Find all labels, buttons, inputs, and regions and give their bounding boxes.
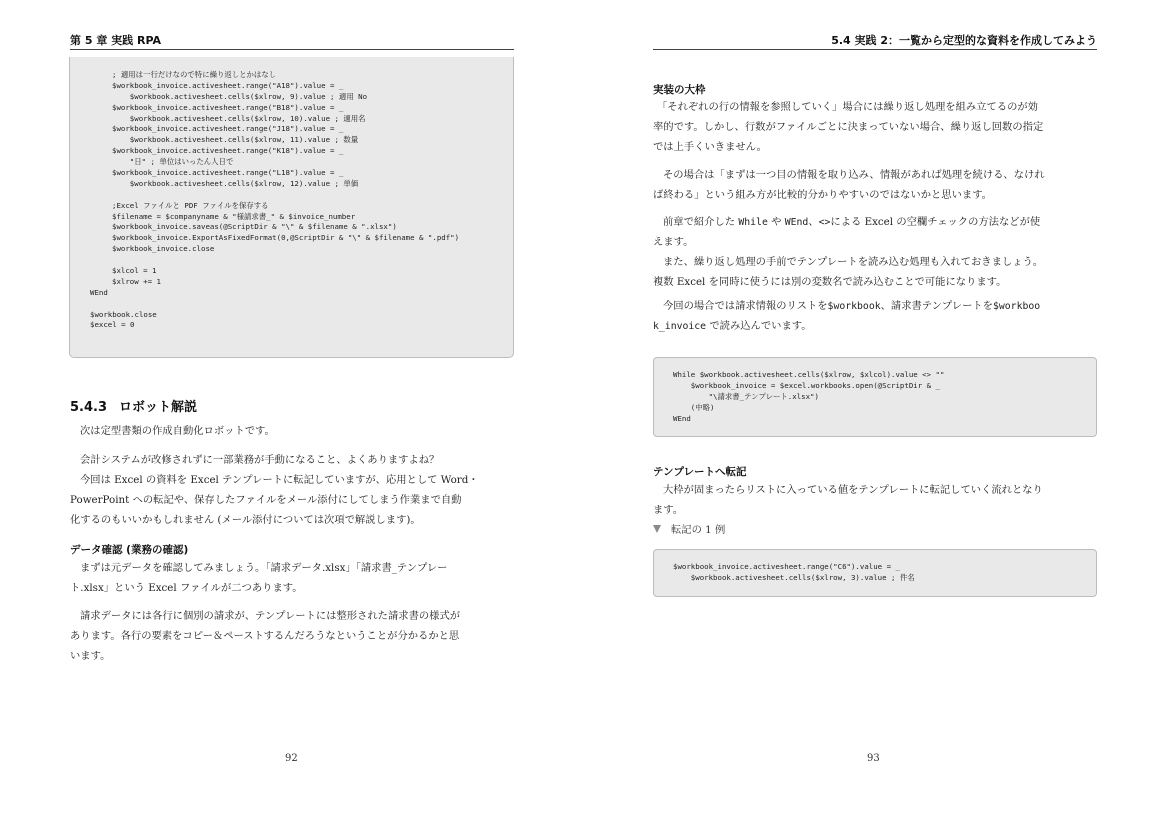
code-line: $workbook.activesheet.cells($xlrow, 12).value ; 単価 xyxy=(112,178,359,188)
running-head: 5.4 実践 2：一覧から定型的な資料を作成してみよう xyxy=(831,34,1097,47)
code-line: $workbook.activesheet.cells($xlrow, 9).value ; 適用 No xyxy=(112,91,368,101)
code-line: ; 適用は一行だけなので特に繰り返しとかはなし xyxy=(112,70,277,79)
section-heading: ロボット解説 xyxy=(119,400,198,415)
text: 、請求書テンプレートを xyxy=(880,300,993,312)
subheading: 実装の大枠 xyxy=(653,84,706,96)
paragraph-line: 大枠が固まったらリストに入っている値をテンプレートに転記していく流れとなり xyxy=(663,484,1043,496)
paragraph-line xyxy=(653,296,1100,316)
code-line: $workbook_invoice = $excel.workbooks.open(@ScriptDir & _ xyxy=(673,380,940,390)
right-page xyxy=(583,0,1166,827)
code-line: $xlrow += 1 xyxy=(112,276,161,286)
subheading: テンプレートへ転記 xyxy=(653,466,747,478)
triangle-down-icon xyxy=(653,525,661,533)
header-rule xyxy=(653,49,1097,50)
code-line: $workbook_invoice.saveas(@ScriptDir & "\" & $filename & ".xlsx") xyxy=(112,222,397,232)
code-line: $filename = $companyname & "様請求書_" & $invoice_number xyxy=(112,211,356,221)
paragraph-line: 次は定型書類の作成自動化ロボットです。 xyxy=(80,425,275,437)
paragraph xyxy=(70,450,516,530)
code-line xyxy=(90,255,513,266)
text: や xyxy=(771,216,782,228)
paragraph-line: あります。各行の要素をコピー＆ペーストするんだろうなということが分かるかと思 xyxy=(70,630,460,642)
inline-code: k_invoice xyxy=(653,321,707,332)
code-line: $workbook.activesheet.cells($xlrow, 10).value ; 適用名 xyxy=(112,113,366,123)
code-block xyxy=(653,549,1097,597)
code-line: "日" ; 単位はいったん人日で xyxy=(112,157,234,167)
text: による Excel の空欄チェックの方法などが使 xyxy=(830,216,1041,228)
code-line: $workbook_invoice.activesheet.range("L18").value = _ xyxy=(112,168,344,178)
text: で読み込んでいます。 xyxy=(709,320,812,332)
paragraph-line: 「それぞれの行の情報を参照していく」場合には繰り返し処理を組み立てるのが効 xyxy=(657,101,1038,113)
paragraph-line: まずは元データを確認してみましょう。「請求データ.xlsx」「請求書_テンプレー xyxy=(80,562,448,574)
paragraph xyxy=(653,165,1100,205)
paragraph xyxy=(70,606,516,666)
paragraph-line xyxy=(653,212,1100,232)
paragraph-line: ます。 xyxy=(653,504,684,516)
code-line xyxy=(90,299,513,310)
paragraph-line: その場合は「まずは一つ目の情報を取り込み、情報があれば処理を続ける、なけれ xyxy=(663,169,1045,181)
text: 、 xyxy=(808,216,819,228)
paragraph-line: PowerPoint への転記や、保存したファイルをメール添付にしてしまう作業まで自動 xyxy=(70,494,462,506)
header-rule xyxy=(70,49,514,50)
paragraph-line: 今回は Excel の資料を Excel テンプレートに転記していますが、応用として Word・ xyxy=(80,474,479,486)
code-line: (中略) xyxy=(673,402,715,412)
inline-code: $workboo xyxy=(992,301,1041,312)
code-line: ;Excel ファイルと PDF ファイルを保存する xyxy=(112,200,269,210)
paragraph-line: います。 xyxy=(70,650,111,662)
paragraph-line: 会計システムが改修されずに一部業務が手動になること、よくありますよね？ xyxy=(80,454,440,466)
section-number: 5.4.3 xyxy=(70,400,108,415)
caption-text: 転記の 1 例 xyxy=(671,524,726,536)
code-line: $workbook.activesheet.cells($xlrow, 11).value ; 数量 xyxy=(112,135,359,145)
code-line: $workbook_invoice.activesheet.range("B18").value = _ xyxy=(112,102,344,112)
paragraph-line: 化するのもいいかもしれません (メール添付については次項で解説します)。 xyxy=(70,514,421,526)
code-line: $xlcol = 1 xyxy=(112,266,157,276)
code-line: While $workbook.activesheet.cells($xlrow, $xlcol).value <> "" xyxy=(673,370,945,379)
paragraph-line: ば終わる」という組み方が比較的分かりやすいのではないかと思います。 xyxy=(653,189,992,201)
code-line xyxy=(90,190,513,201)
paragraph xyxy=(653,296,1100,336)
page-number: 93 xyxy=(867,753,880,764)
text: 今回の場合では請求情報のリストを xyxy=(663,300,828,312)
subheading: データ確認 (業務の確認) xyxy=(70,544,189,556)
paragraph xyxy=(653,480,1100,520)
code-line: $workbook_invoice.ExportAsFixedFormat(0,@ScriptDir & "\" & $filename & ".pdf") xyxy=(112,233,460,243)
paragraph-line: ト.xlsx」という Excel ファイルが二つあります。 xyxy=(70,582,303,594)
code-block xyxy=(653,357,1097,437)
code-line: $workbook_invoice.activesheet.range("J18").value = _ xyxy=(112,124,344,134)
page-number: 92 xyxy=(285,753,298,764)
paragraph-line xyxy=(653,316,1100,336)
code-line: $workbook_invoice.activesheet.range("C6").value = _ xyxy=(673,562,900,571)
code-line: $excel = 0 xyxy=(90,320,135,330)
paragraph-line: また、繰り返し処理の手前でテンプレートを読み込む処理も入れておきましょう。 xyxy=(663,256,1044,268)
paragraph-line: 請求データには各行に個別の請求が、テンプレートには整形された請求書の様式が xyxy=(80,610,461,622)
code-line: $workbook_invoice.close xyxy=(112,244,215,254)
code-caption xyxy=(653,523,725,537)
text: 前章で紹介した xyxy=(663,216,736,228)
paragraph-line: 複数 Excel を同時に使うには別の変数名で読み込むことで可能になります。 xyxy=(653,276,1007,288)
running-head: 第 5 章 実践 RPA xyxy=(70,34,162,47)
section-title xyxy=(70,396,197,415)
code-block xyxy=(69,57,514,358)
paragraph-line: 率的です。しかし、行数がファイルごとに決まっていない場合、繰り返し回数の指定 xyxy=(653,121,1044,133)
inline-code: WEnd xyxy=(784,217,809,228)
code-line: $workbook_invoice.activesheet.range("K18").value = _ xyxy=(112,146,344,156)
paragraph xyxy=(70,421,516,441)
inline-code: While xyxy=(738,217,768,228)
code-line: WEnd xyxy=(90,287,108,297)
code-line: WEnd xyxy=(673,413,691,423)
inline-code: <> xyxy=(818,217,831,228)
inline-code: $workbook xyxy=(827,301,881,312)
paragraph xyxy=(653,212,1100,292)
code-line: $workbook.activesheet.cells($xlrow, 3).value ; 件名 xyxy=(673,572,915,582)
paragraph-line: では上手くいきません。 xyxy=(653,141,767,153)
code-line: $workbook_invoice.activesheet.range("A18").value = _ xyxy=(112,80,344,90)
paragraph xyxy=(70,558,516,598)
code-line: "\請求書_テンプレート.xlsx") xyxy=(673,391,819,401)
paragraph xyxy=(653,97,1100,157)
code-line: $workbook.close xyxy=(90,309,157,319)
paragraph-line: えます。 xyxy=(653,236,694,248)
